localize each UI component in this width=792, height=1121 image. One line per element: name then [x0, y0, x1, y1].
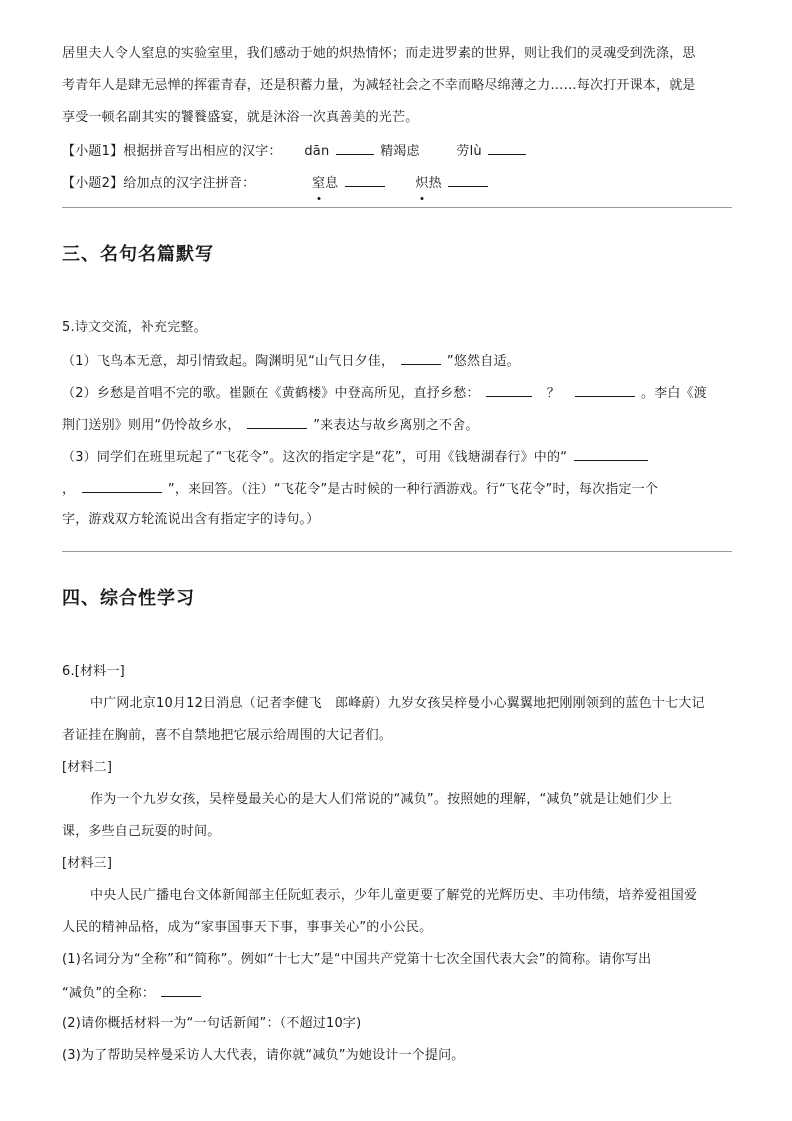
- section-divider: [62, 551, 732, 552]
- answer-blank[interactable]: [82, 478, 162, 493]
- dotted-char-zhi: 窒: [312, 174, 325, 194]
- prompt-1-line-1: (1)名词分为“全称”和“简称”。例如“十七大”是“中国共产党第十七次全国代表大会”的简称。请你写出: [62, 952, 652, 967]
- q5-3-text: （3）同学们在班里玩起了“飞花令”。这次的指定字是“花”，可用《钱塘湖春行》中的“: [62, 450, 568, 465]
- material-2-line-1: 作为一个九岁女孩，吴梓曼最关心的是大人们常说的“减负”。按照她的理解，“减负”就是让她们少上: [90, 792, 673, 807]
- answer-blank[interactable]: [336, 140, 374, 155]
- q5-1-text: （1）飞鸟本无意，却引情致起。陶渊明见“山气日夕佳，: [62, 354, 395, 369]
- prompt-1-text: “减负”的全称：: [62, 986, 156, 1001]
- answer-blank[interactable]: [575, 382, 635, 397]
- question-5-title: 5.诗文交流，补充完整。: [62, 320, 207, 335]
- q5-1-text-end: ”悠然自适。: [446, 354, 520, 369]
- jingjielv-rest: 精竭虑: [380, 144, 420, 159]
- q5-2-text-d: ”来表达与故乡离别之不舍。: [313, 418, 479, 433]
- small-question-1: [62, 140, 734, 162]
- answer-blank[interactable]: [486, 382, 532, 397]
- q5-3-text-c: ”，来回答。（注）“飞花令”是古时候的一种行酒游戏。行“飞花令”时，每次指定一个: [167, 482, 659, 497]
- material-2-line-2: 课，多些自己玩耍的时间。: [62, 824, 221, 839]
- material-2-title: [材料二]: [62, 760, 113, 775]
- pinyin-laolu: 劳lù: [456, 144, 482, 159]
- intro-line-3: 享受一顿名副其实的饕餮盛宴，就是沐浴一次真善美的光芒。: [62, 110, 419, 125]
- small-question-1-prefix: 【小题1】根据拼音写出相应的汉字：: [62, 144, 282, 159]
- q5-3-comma: ，: [62, 482, 76, 497]
- material-1-line-1: 中广网北京10月12日消息（记者李健飞 郎峰蔚）九岁女孩吴梓曼小心翼翼地把刚刚领到的蓝色十七大记: [90, 696, 705, 711]
- section-4-title: 四、综合性学习: [62, 588, 195, 609]
- q5-2-text-c: 荆门送别》则用“仍怜故乡水，: [62, 418, 241, 433]
- prompt-2: (2)请你概括材料一为“一句话新闻”：（不超过10字): [62, 1016, 362, 1031]
- material-3-title: [材料三]: [62, 856, 113, 871]
- material-3-line-2: 人民的精神品格，成为“家事国事天下事，事事关心”的小公民。: [62, 920, 433, 935]
- dotted-char-chi: 炽: [415, 174, 428, 194]
- answer-blank[interactable]: [161, 982, 201, 997]
- char-re: 热: [428, 176, 442, 191]
- question-5-3: [62, 446, 734, 468]
- answer-blank[interactable]: [448, 172, 488, 187]
- answer-blank[interactable]: [401, 350, 441, 365]
- material-3-line-1: 中央人民广播电台文体新闻部主任阮虹表示，少年儿童更要了解党的光辉历史、丰功伟绩，培养爱祖国爱: [90, 888, 698, 903]
- question-5-3-cont: [62, 478, 734, 500]
- question-5-2: [62, 382, 734, 404]
- section-divider: [62, 207, 732, 208]
- answer-blank[interactable]: [488, 140, 526, 155]
- answer-blank[interactable]: [574, 446, 648, 461]
- q5-2-question-mark: ？: [546, 386, 560, 401]
- prompt-3: (3)为了帮助吴梓曼采访人大代表，请你就“减负”为她设计一个提问。: [62, 1048, 465, 1063]
- char-xi: 息: [325, 176, 339, 191]
- prompt-1-line-2: [62, 982, 734, 1004]
- question-5-1: [62, 350, 734, 372]
- intro-line-2: 考青年人是肆无忌惮的挥霍青春，还是积蓄力量，为减轻社会之不幸而略尽绵薄之力……每次打开课本，就是: [62, 78, 696, 93]
- question-5-2-cont: [62, 414, 734, 436]
- q5-2-text: （2）乡愁是首唱不完的歌。崔颢在《黄鹤楼》中登高所见，直抒乡愁：: [62, 386, 480, 401]
- material-1-line-2: 者证挂在胸前，喜不自禁地把它展示给周围的大记者们。: [62, 728, 393, 743]
- answer-blank[interactable]: [345, 172, 385, 187]
- question-5-3-note-end: 字，游戏双方轮流说出含有指定字的诗句。）: [62, 512, 320, 527]
- answer-blank[interactable]: [247, 414, 307, 429]
- pinyin-dan: dān: [304, 144, 330, 159]
- question-6-title: 6.[材料一]: [62, 664, 125, 679]
- small-question-2-prefix: 【小题2】给加点的汉字注拼音：: [62, 176, 256, 191]
- small-question-2: [62, 172, 734, 194]
- intro-line-1: 居里夫人令人窒息的实验室里，我们感动于她的炽热情怀；而走进罗素的世界，则让我们的灵魂受到洗涤，思: [62, 46, 696, 61]
- section-3-title: 三、名句名篇默写: [62, 244, 214, 265]
- q5-2-text-b: 。李白《渡: [640, 386, 707, 401]
